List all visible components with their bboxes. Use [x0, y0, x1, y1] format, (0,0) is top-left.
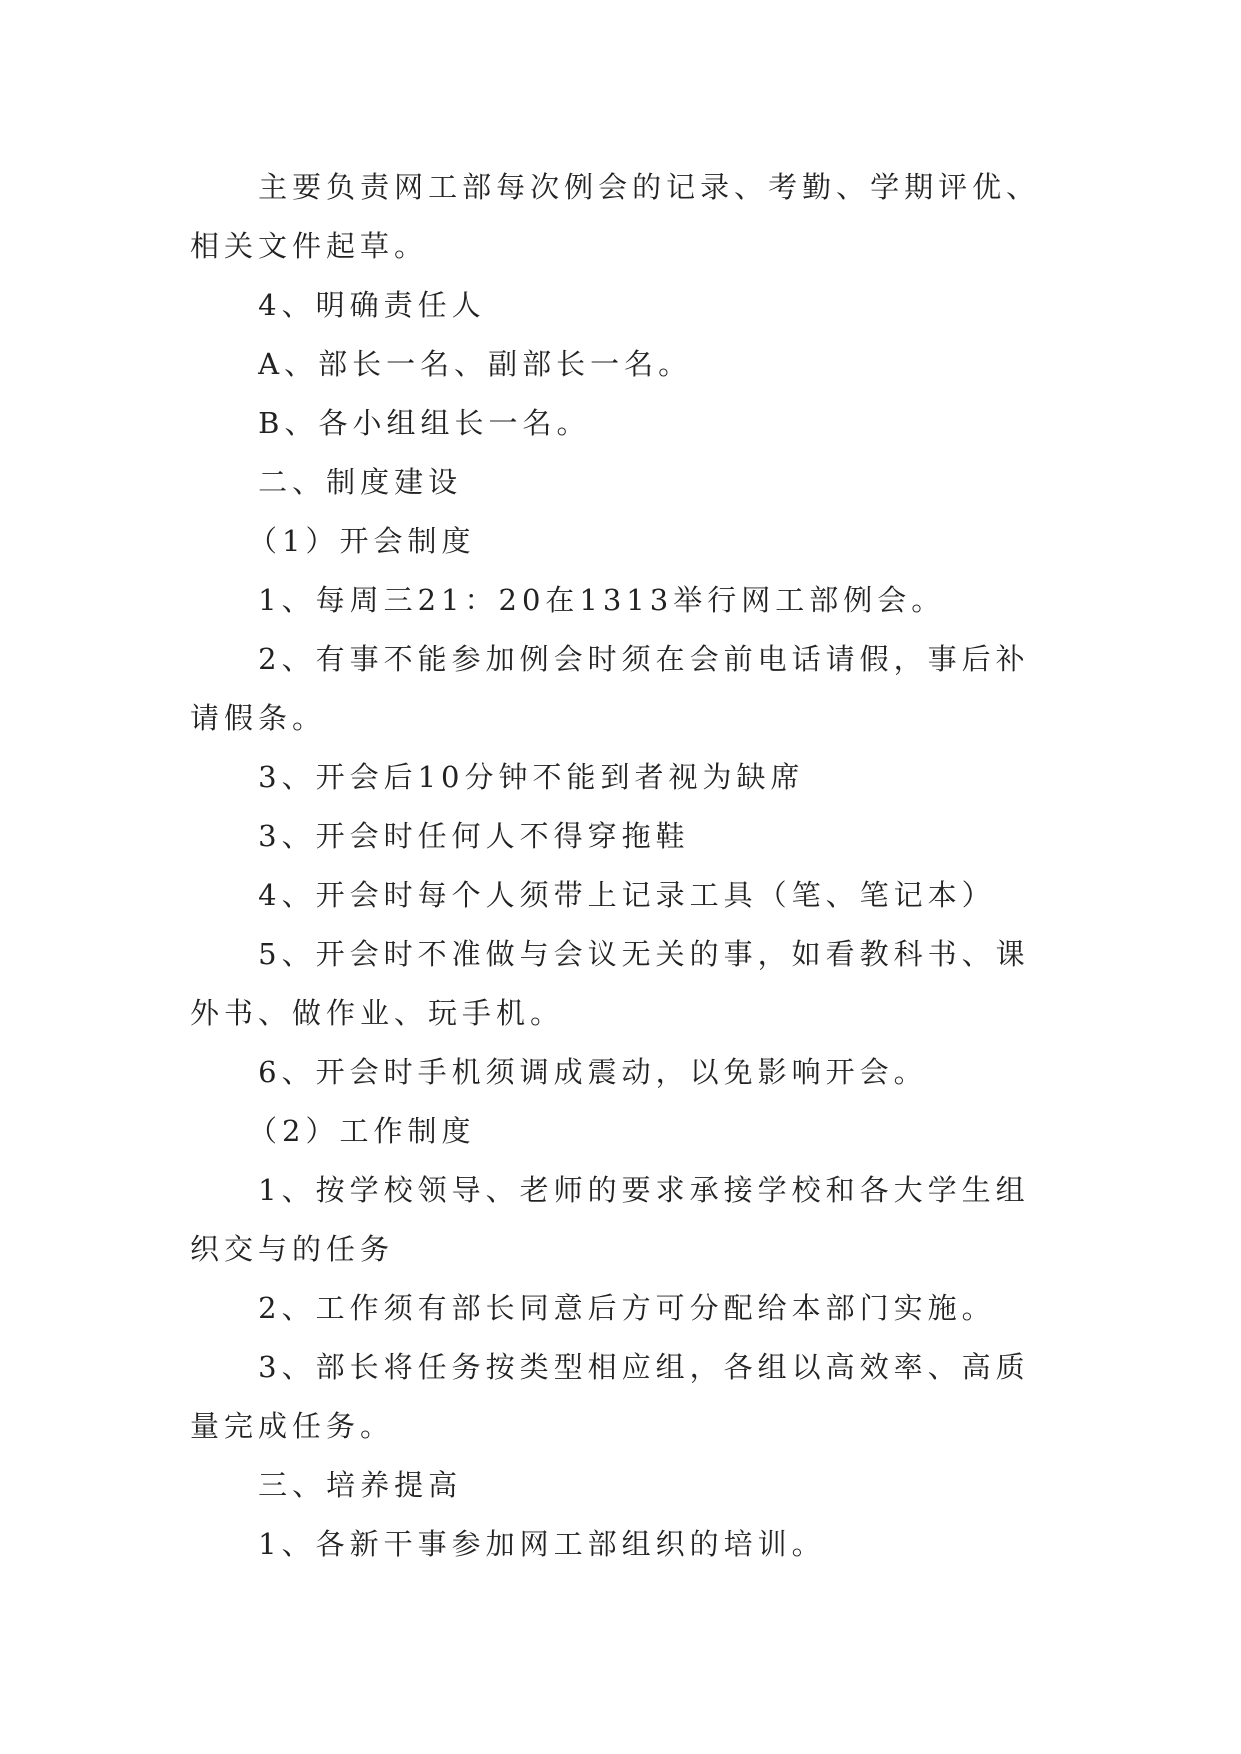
paragraph: 5、开会时不准做与会议无关的事，如看教科书、课外书、做作业、玩手机。 [190, 937, 1030, 1030]
paragraph: 1、每周三21：20在1313举行网工部例会。 [258, 583, 946, 617]
section-heading: 三、培养提高 [258, 1468, 463, 1502]
paragraph: 1、按学校领导、老师的要求承接学校和各大学生组织交与的任务 [190, 1173, 1030, 1266]
paragraph: A、部长一名、副部长一名。 [258, 347, 693, 381]
paragraph: 4、明确责任人 [258, 288, 486, 322]
paragraph: 1、各新干事参加网工部组织的培训。 [258, 1527, 826, 1561]
subsection-heading: （2）工作制度 [248, 1114, 476, 1148]
subsection-heading: （1）开会制度 [248, 524, 476, 558]
paragraph: 2、工作须有部长同意后方可分配给本部门实施。 [258, 1291, 996, 1325]
paragraph: 4、开会时每个人须带上记录工具（笔、笔记本） [258, 878, 996, 912]
paragraph: 6、开会时手机须调成震动，以免影响开会。 [258, 1055, 928, 1089]
paragraph: 2、有事不能参加例会时须在会前电话请假，事后补请假条。 [190, 642, 1030, 735]
paragraph: B、各小组组长一名。 [258, 406, 591, 440]
paragraph: 主要负责网工部每次例会的记录、考勤、学期评优、相关文件起草。 [190, 170, 1041, 263]
paragraph: 3、开会时任何人不得穿拖鞋 [258, 819, 690, 853]
section-heading: 二、制度建设 [258, 465, 463, 499]
paragraph: 3、部长将任务按类型相应组，各组以高效率、高质量完成任务。 [190, 1350, 1030, 1443]
paragraph: 3、开会后10分钟不能到者视为缺席 [258, 760, 805, 794]
document-body [190, 158, 1050, 1574]
